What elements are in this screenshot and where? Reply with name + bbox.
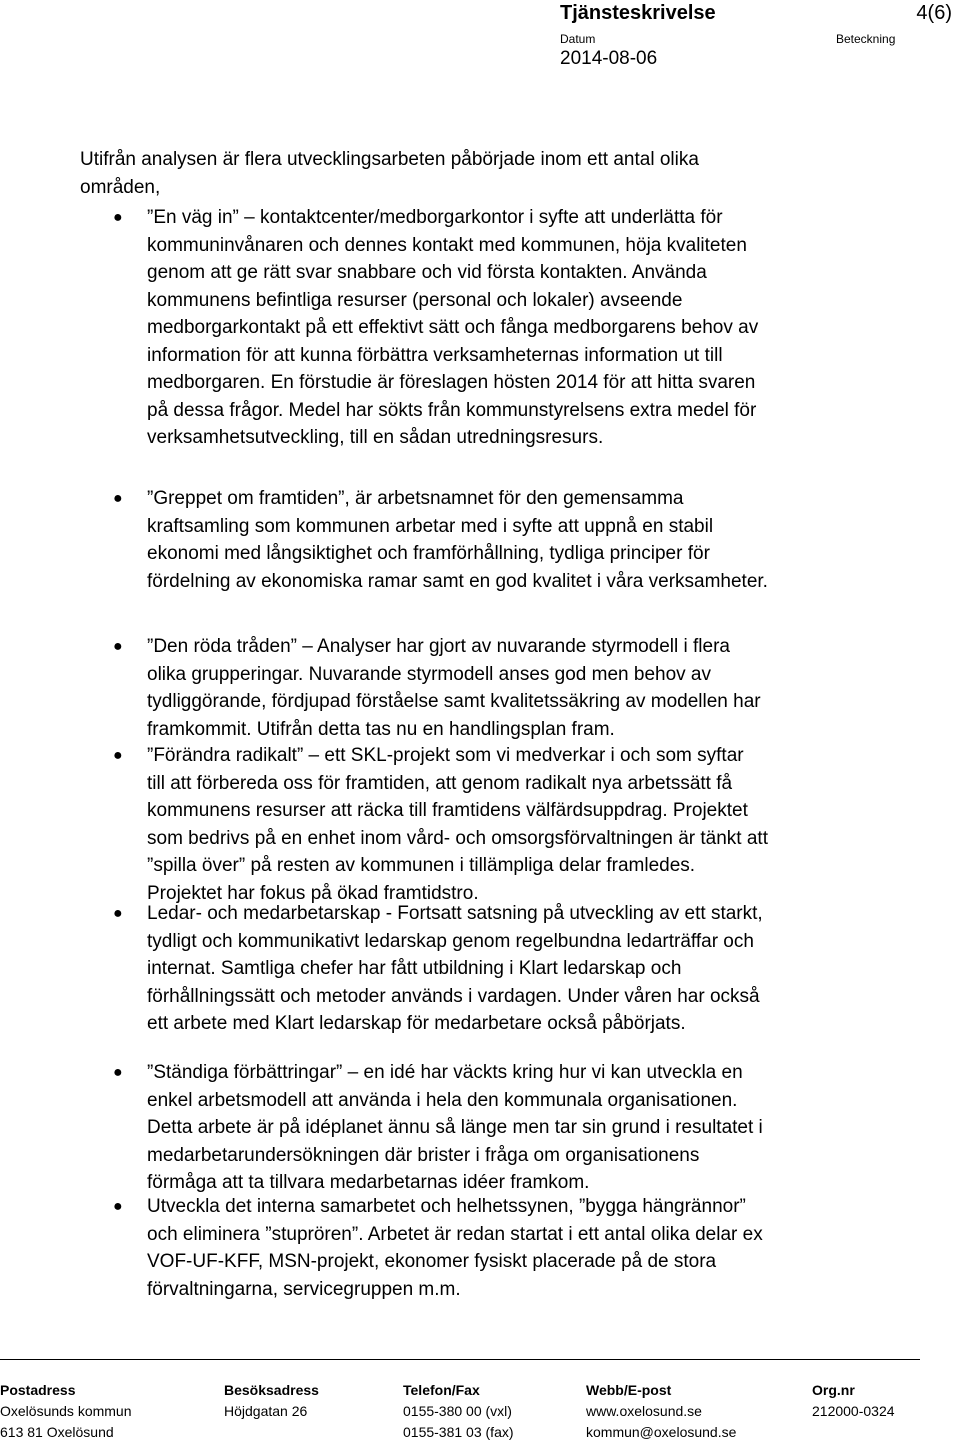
item-line: ekonomi med långsiktighet och framförhållning, tydliga principer för [147,543,710,564]
bullet-icon: ● [113,905,123,922]
bullet-icon: ● [113,1198,123,1215]
footer-value: 0155-381 03 (fax) [403,1424,514,1440]
bullet-icon: ● [113,638,123,655]
footer-value: 0155-380 00 (vxl) [403,1403,512,1419]
footer-heading: Org.nr [812,1382,855,1398]
footer-value: 613 81 Oxelösund [0,1424,114,1440]
item-line: på dessa frågor. Medel har sökts från kommunstyrelsens extra medel för [147,399,757,421]
item-line: Projektet har fokus på ökad framtidstro. [147,882,479,904]
footer-besoksadress [224,1380,319,1422]
footer-heading: Besöksadress [224,1382,319,1398]
bullet-icon: ● [113,209,123,226]
item-line: medborgaren. En förstudie är föreslagen hösten 2014 för att hitta svaren [147,372,756,393]
footer-postadress [0,1380,132,1443]
item-line: genom att ge rätt svar snabbare och vid första kontakten. Använda [147,262,707,283]
list-item [113,742,867,907]
footer-value: kommun@oxelosund.se [586,1424,737,1440]
footer-value: Oxelösunds kommun [0,1403,132,1419]
item-line: ett arbete med Klart ledarskap för medarbetare också påbörjats. [147,1013,686,1034]
footer-webb [586,1380,736,1443]
item-line: verksamhetsutveckling, till en sådan utredningsresurs. [147,427,604,448]
item-line: enkel arbetsmodell att använda i hela den kommunala organisationen. [147,1089,738,1111]
item-line: kommunens resurser att räcka till framtidens välfärdsuppdrag. Projektet [147,800,748,821]
reference-label: Beteckning [836,32,896,46]
bullet-icon: ● [113,490,123,507]
item-line: kommunens befintliga resurser (personal och lokaler) avseende [147,289,683,311]
footer-divider [0,1359,920,1360]
item-line: ”spilla över” på resten av kommunen i tillämpliga delar framledes. [147,855,696,876]
list-item [113,900,867,1038]
item-line: Ledar- och medarbetarskap - Fortsatt satsning på utveckling av ett starkt, [147,903,763,924]
footer-telefon [403,1380,514,1443]
item-line: som bedrivs på en enhet inom vård- och omsorgsförvaltningen är tänkt att [147,827,768,849]
document-date: 2014-08-06 [560,48,658,69]
item-line: tydliggörande, fördjupad förståelse samt kvalitetssäkring av modellen har [147,691,761,712]
bullet-icon: ● [113,747,123,764]
footer-heading: Webb/E-post [586,1382,672,1398]
item-line: förmåga att ta tillvara medarbetarnas idéer framkom. [147,1172,590,1193]
footer-value: www.oxelosund.se [586,1403,702,1419]
date-label: Datum [560,32,596,46]
item-line: tydligt och kommunikativt ledarskap genom regelbundna ledarträffar och [147,930,754,952]
page-number: 4(6) [916,2,952,24]
item-line: information för att kunna förbättra verksamheternas information ut till [147,344,723,366]
item-line: till att förbereda oss för framtiden, att genom radikalt nya arbetssätt få [147,772,733,794]
list-item [113,485,867,595]
list-item [113,1059,867,1197]
list-item [113,633,867,743]
item-line: Utveckla det interna samarbetet och helhetssynen, ”bygga hängrännor” [147,1196,746,1217]
item-line: ”Förändra radikalt” – ett SKL-projekt som vi medverkar i och som syftar [147,745,744,766]
footer-heading: Telefon/Fax [403,1382,480,1398]
item-line: kraftsamling som kommunen arbetar med i syfte att uppnå en stabil [147,515,714,537]
intro-paragraph [80,146,860,201]
bullet-icon: ● [113,1064,123,1081]
footer-value: 212000-0324 [812,1403,895,1419]
footer-orgnr [812,1380,895,1422]
item-line: förvaltningarna, servicegruppen m.m. [147,1278,461,1300]
footer-value: Höjdgatan 26 [224,1403,308,1419]
document-title: Tjänsteskrivelse [560,2,716,24]
footer-heading: Postadress [0,1382,76,1398]
list-item [113,204,867,452]
item-line: VOF-UF-KFF, MSN-projekt, ekonomer fysiskt placerade på de stora [147,1251,717,1272]
item-line: framkommit. Utifrån detta tas nu en handlingsplan fram. [147,718,615,740]
list-item [113,1193,867,1303]
item-line: ”Ständiga förbättringar” – en idé har väckts kring hur vi kan utveckla en [147,1062,743,1083]
item-line: olika grupperingar. Nuvarande styrmodell anses god men behov av [147,663,711,685]
item-line: ”En väg in” – kontaktcenter/medborgarkontor i syfte att underlätta för [147,207,723,228]
item-line: fördelning av ekonomiska ramar samt en god kvalitet i våra verksamheter. [147,570,768,592]
item-line: och eliminera ”stuprören”. Arbetet är redan startat i ett antal olika delar ex [147,1223,763,1245]
item-line: Detta arbete är på idéplanet ännu så länge men tar sin grund i resultatet i [147,1117,763,1138]
item-line: medborgarkontakt på ett effektivt sätt och fånga medborgarens behov av [147,317,759,338]
item-line: kommuninvånaren och dennes kontakt med kommunen, höja kvaliteten [147,234,747,256]
item-line: ”Den röda tråden” – Analyser har gjort av nuvarande styrmodell i flera [147,636,730,657]
intro-line: områden, [80,176,161,198]
item-line: ”Greppet om framtiden”, är arbetsnamnet för den gemensamma [147,488,684,509]
item-line: internat. Samtliga chefer har fått utbildning i Klart ledarskap och [147,958,682,979]
intro-line: Utifrån analysen är flera utvecklingsarbeten påbörjade inom ett antal olika [80,149,699,170]
item-line: förhållningssätt och metoder används i vardagen. Under våren har också [147,985,760,1007]
item-line: medarbetarundersökningen där brister i fråga om organisationens [147,1144,700,1166]
